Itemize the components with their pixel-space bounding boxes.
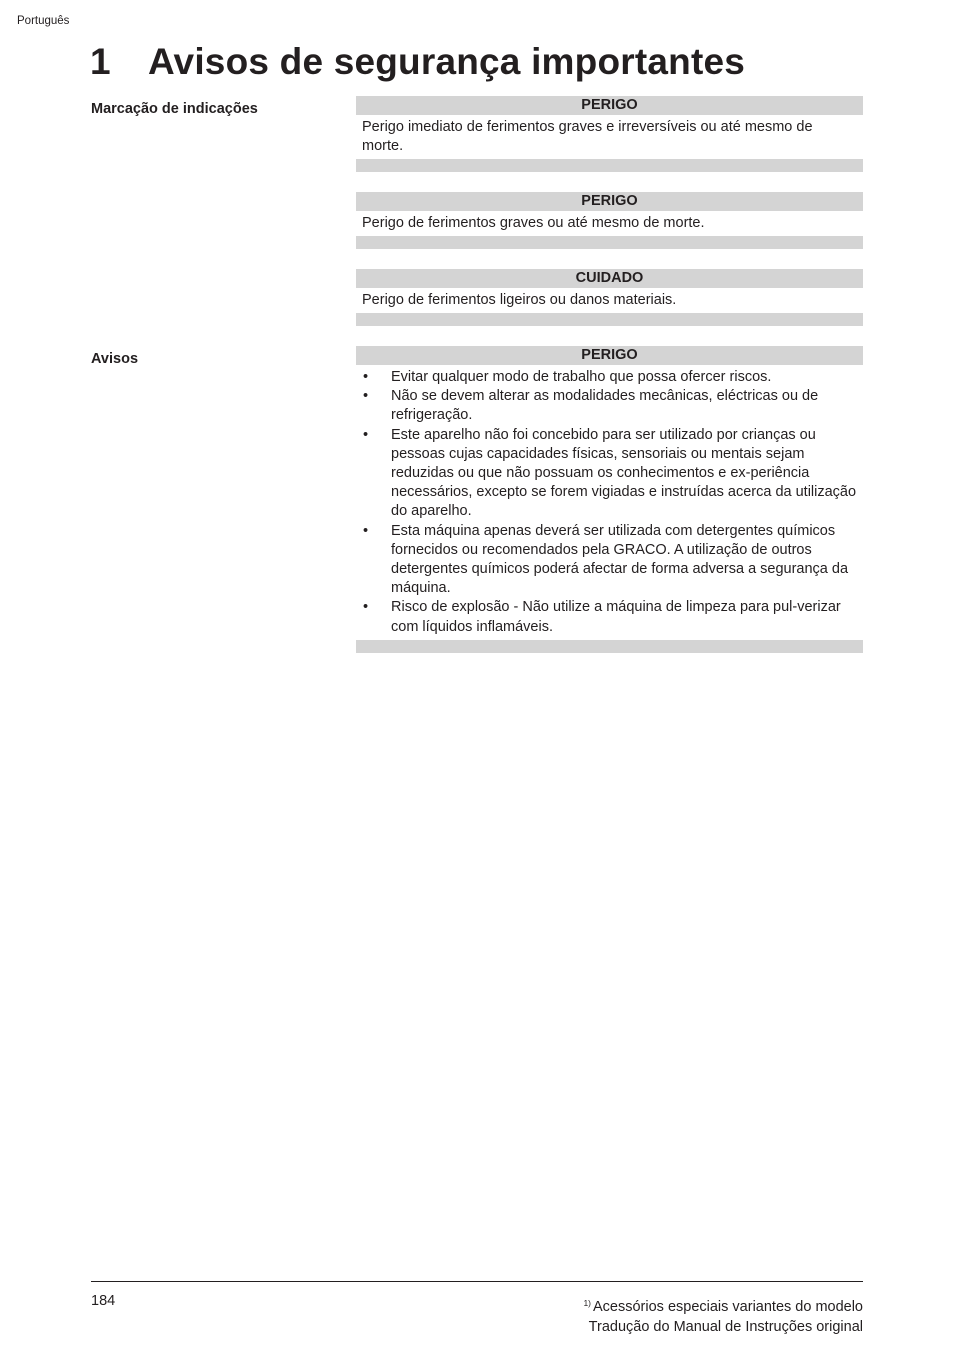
warnings-box [356, 346, 863, 653]
notice-footer-bar [356, 313, 863, 326]
chapter-number: 1 [90, 41, 111, 82]
caution-notice-box [356, 269, 863, 326]
section-label-marking: Marcação de indicações [91, 101, 258, 117]
warnings-heading: PERIGO [356, 346, 863, 365]
footnote-mark: 1) [583, 1298, 591, 1308]
list-item: • Este aparelho não foi concebido para ser utilizado por crianças ou pessoas cujas capacidades físicas, sensoriais ou mentais sejam reduzidas ou que não possuam os conhecimentos e ex-periência necessários, excepto se forem vigiadas e instruídas acerca da utilização do aparelho. [363, 426, 857, 520]
list-item: • Não se devem alterar as modalidades mecânicas, eléctricas ou de refrigeração. [363, 388, 819, 424]
notice-heading: PERIGO [356, 96, 863, 115]
warning-notice-box [356, 192, 863, 249]
footnote [583, 1293, 863, 1317]
bullet-glyph: • [363, 522, 369, 539]
bullet-glyph: • [363, 369, 369, 385]
list-item: • Esta máquina apenas deverá ser utilizada com detergentes químicos fornecidos ou recomendados pela GRACO. A utilização de outros detergentes químicos poderá afectar de forma adversa a segurança da máquina. [363, 522, 849, 597]
translation-note: Tradução do Manual de Instruções original [588, 1319, 863, 1335]
footer-divider [91, 1281, 863, 1282]
notice-text: Perigo de ferimentos graves ou até mesmo de morte. [362, 215, 705, 231]
list-item: • Risco de explosão - Não utilize a máquina de limpeza para pul-verizar com líquidos inflamáveis. [363, 599, 841, 635]
notice-heading: CUIDADO [356, 269, 863, 288]
bullet-glyph: • [363, 599, 369, 616]
section-label-warnings: Avisos [91, 351, 139, 367]
warnings-list [356, 365, 863, 640]
bullet-glyph: • [363, 426, 369, 443]
notice-footer-bar [356, 236, 863, 249]
notice-heading: PERIGO [356, 192, 863, 211]
chapter-title: Avisos de segurança importantes [148, 41, 746, 82]
danger-notice-box [356, 96, 863, 172]
page-number: 184 [91, 1293, 116, 1309]
footnote-text: Acessórios especiais variantes do modelo [593, 1299, 863, 1315]
warnings-footer-bar [356, 640, 863, 653]
notice-text: Perigo de ferimentos ligeiros ou danos materiais. [362, 292, 677, 308]
notice-footer-bar [356, 159, 863, 172]
footer-notes [583, 1293, 863, 1337]
list-item: • Evitar qualquer modo de trabalho que possa ofercer riscos. [356, 368, 857, 387]
language-label: Português [17, 15, 70, 27]
page-title [90, 41, 745, 83]
notice-text: Perigo imediato de ferimentos graves e irreversíveis ou até mesmo de morte. [362, 119, 813, 155]
bullet-glyph: • [363, 388, 369, 405]
